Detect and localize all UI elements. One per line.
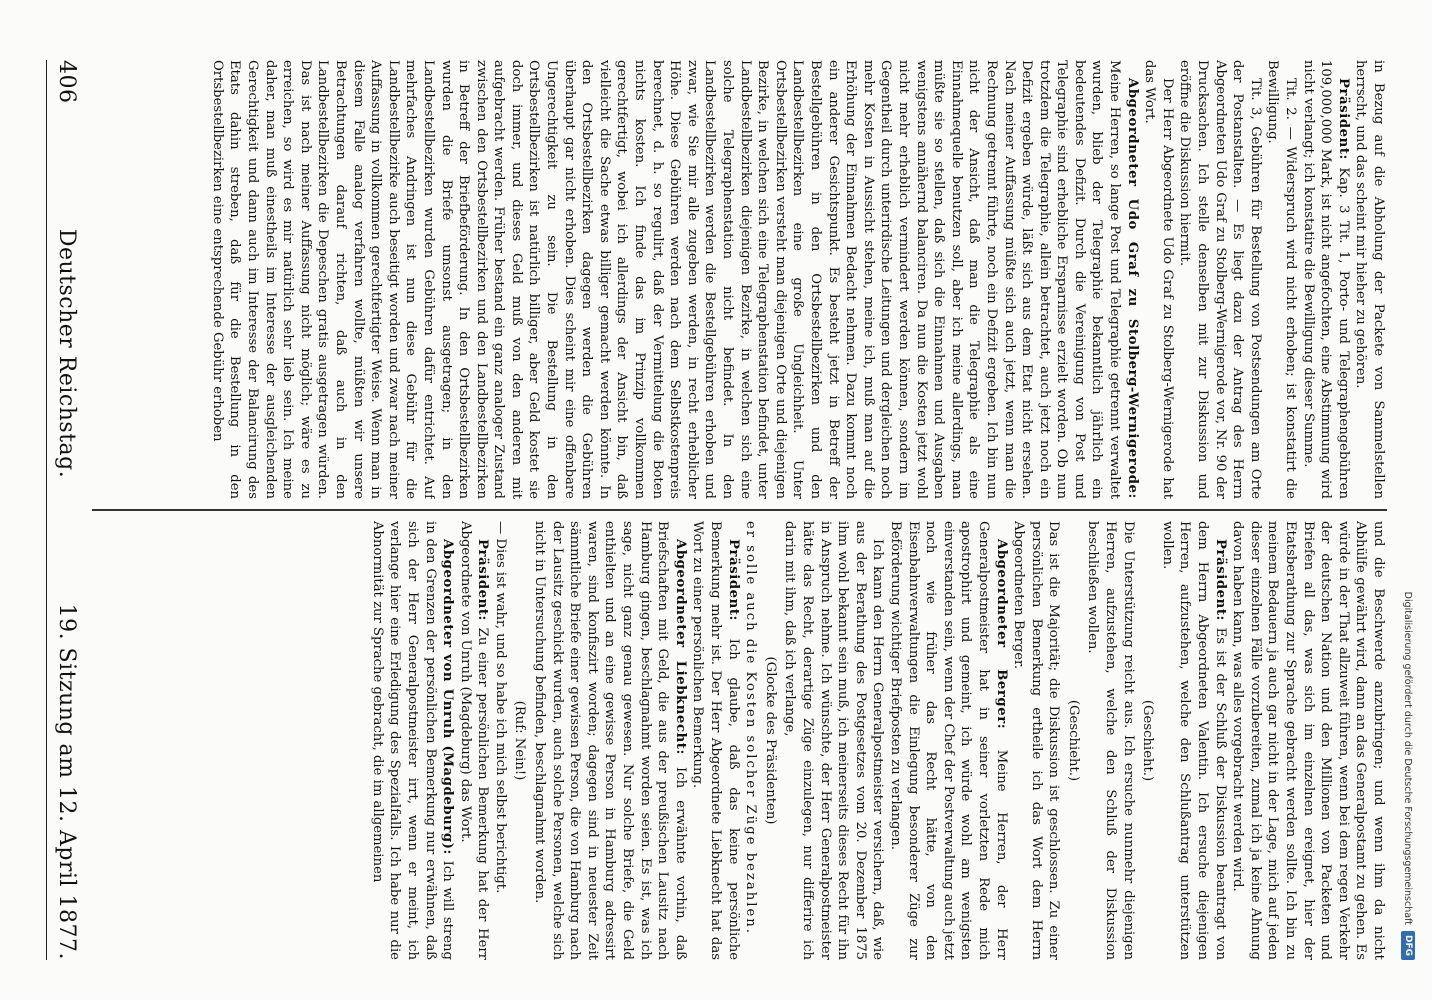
speech-text: Kap. 3 Tit. 1, Porto- und Telegraphengebühren 109,000,000 Mark, ist nicht angefochten, eine Abstimmung wird nicht verlangt; ich konstatire die Bewilligung dieser Summe.: [1300, 60, 1351, 499]
paragraph: in Bezug auf die Abholung der Packete von Sammelstellen herrscht, und das scheint mir hieher zu gehören.: [1353, 60, 1386, 499]
paragraph: Ich kann den Herrn Generalpostmeister versichern, daß, wie aus der Berathung des Postgesetzes vom 20. Dezember 1875 ihm wohl bekannt sein muß, ich meinerseits dieses Recht für ihn in Anspruch nehme. Ich wünschte, der Herr Generalpostmeister hätte das Recht, derartige Züge einzulegen, nur differire ich darin mit ihm, daß ich verlange,: [782, 521, 886, 960]
speaker-name: Abgeordneter Liebknecht:: [672, 539, 688, 755]
speech-text: Ich will streng in den Grenzen der persönlichen Bemerkung nur erwähnen, daß sich der Herr Generalpostmeister irrt, wenn er meint, ich verlange hier eine Erledigung des Spezialfalls. Ich habe nur die Abnormität zur Sprache gebracht, die im allgemeinen: [369, 521, 456, 960]
digitization-credit: [1396, 60, 1420, 960]
right-column: [92, 60, 1387, 499]
paragraph: er solle auch die Kosten solcher Züge bezahlen.: [743, 521, 759, 935]
left-column: [92, 521, 1387, 960]
speaker-name: Präsident:: [475, 539, 491, 622]
paragraph: [368, 521, 456, 960]
stage-direction: (Geschieht.): [1140, 699, 1156, 782]
paragraph: [1158, 521, 1228, 960]
page-header: [46, 60, 87, 960]
stage-direction: (Ruf: Nein!): [512, 700, 528, 781]
speech-text: Zu einer persönlichen Bemerkung hat der Herr Abgeordnete von Unruh (Magdeburg) das Wort.: [457, 521, 491, 960]
paragraph: Tit. 3, Gebühren für Bestellung von Postsendungen am Orte der Postanstalten. — Es liegt dazu der Antrag des Herrn Abgeordneten Udo Graf zu Stolberg-Wernigerode vor, Nr. 90 der Drucksachen. Ich stelle denselben mit zur Diskussion und eröffne die Diskussion hiermit.: [1177, 60, 1263, 499]
dfg-logo: DFG: [1401, 931, 1415, 960]
speech-text: Ich glaube, daß das keine persönliche Bemerkung mehr ist. Der Herr Abgeordnete Liebknecht hat das Wort zu einer persönlichen Bemerkung.: [690, 521, 741, 960]
session-title: 19. Sitzung am 12. April 1877.: [54, 603, 80, 960]
speech-text: Ich erwähnte vorhin, daß Briefschaften mit Geld, die aus der preußischen Lausitz nach Hamburg gingen, beschlagnahmt worden seien. Es ist, was ich sage, nicht ganz genau gewesen. Nur solche Briefe, die Geld enthielten und an eine gewisse Person in Hamburg adressirt waren, sind konfiszirt worden; dagegen sind in neuester Zeit sämmtliche Briefe einer gewissen Person, die von Hamburg nach der Lausitz geschickt wurden, auch solche Personen, welche sich nicht in Untersuchung befinden, beschlagnahmt worden.: [532, 521, 688, 960]
publication-title: Deutscher Reichstag.: [54, 228, 80, 479]
page-number: 406: [54, 60, 80, 104]
credit-text: Digitalisierung gefördert durch die Deutsche Forschungsgemeinschaft: [1402, 591, 1414, 925]
speaker-name: Abgeordneter von Unruh (Magdeburg):: [440, 539, 456, 856]
paragraph: — Dies ist wahr, und so habe ich mich selbst berichtigt.: [492, 521, 508, 894]
paragraph: Die Unterstützung reicht aus. Ich ersuche nunmehr diejenigen Herren, aufzustehen, welche den Schluß der Diskussion beschließen wollen.: [1085, 521, 1136, 960]
speech-text: Es ist der Schluß der Diskussion beantragt von dem Herrn Abgeordneten Valentin. Ich ersuche diejenigen Herren, aufzustehen, welche den Schlußantrag unterstützen wollen.: [1159, 521, 1228, 960]
paragraph: Tit. 2. — Widerspruch wird nicht erhoben; ist konstatirt die Bewilligung.: [1265, 60, 1299, 499]
paragraph: [689, 521, 742, 960]
speech-text: Meine Herren, so lange Post und Telegraphie getrennt verwaltet wurden, blieb der Telegraphie bekanntlich jährlich ein bedeutendes Defizit. Durch die Vereinigung von Post und Telegraphie sind erhebliche Ersparnisse erzielt worden. Ob nun trotzdem die Telegraphie, allein betrachtet, auch jetzt noch ein Defizit ergeben würde, läßt sich aus dem Etat nicht ersehen. Nach meiner Auffassung müßte sich auch jetzt, wenn man die Rechnung getrennt führte, noch ein Defizit ergeben. Ich bin nun nicht der Ansicht, daß man die Telegraphie als eine Einnahmequelle benutzen soll, aber ich meine allerdings, man müßte sie so stellen, daß sich die Einnahmen und Ausgaben wenigstens annähernd balanciren. Da nun die Kosten jetzt wohl nicht mehr erheblich vermindert werden können, sondern im Gegentheil durch unterirdische Leitungen und dergleichen noch mehr Kosten in Aussicht stehen, meine ich, muß man auf die Erhöhung der Einnahmen Bedacht nehmen. Dazu kommt noch ein anderer Gesichtspunkt. Es besteht jetzt in Betreff der Bestellgebühren in den Ortsbestellbezirken und den Landbestellbezirken eine große Ungleichheit. Unter Ortsbestellbezirken versteht man diejenigen Orte und diejenigen Bezirke, in welchen sich eine Telegraphenstation befindet, unter Landbestellbezirken diejenigen Bezirke, in welchen sich eine solche Telegraphenstation nicht befindet. In den Landbestellbezirken werden die Bestellgebühren erhoben und zwar, wie Sie mir alle zugeben werden, in recht erheblicher Höhe. Diese Gebühren werden nach dem Selbstkostenpreis berechnet, d. h. so regulirt, daß der Vermittelung die Boten nichts kosten. Ich finde das im Prinzip vollkommen gerechtfertigt, wobei ich allerdings der Ansicht bin, daß vielleicht die Sache etwas billiger gemacht werden könnte. In den Ortsbestellbezirken dagegen werden die Gebühren überhaupt gar nicht erhoben. Dies scheint mir eine offenbare Ungerechtigkeit zu sein. Die Bestellung in den Ortsbestellbezirken ist natürlich billiger, aber Geld kostet sie doch immer, und dieses Geld muß von den anderen mit aufgebracht werden. Früher bestand ein ganz analoger Zustand zwischen den Ortsbestellbezirken und den Landbestellbezirken in Betreff der Briefbeförderung. In den Ortsbestellbezirken wurden die Briefe umsonst ausgetragen; in den Landbestellbezirken wurden Gebühren dafür entrichtet. Auf mehrfaches Andringen ist nun diese Gebühr für die Landbestellbezirke auch beseitigt worden und zwar nach meiner Auffassung in vollkommen gerechtfertigter Weise. Wenn man in diesem Falle analog verfahren wollte, müßten wir unsere Betrachtungen darauf richten, daß auch in den Landbestellbezirken die Depeschen gratis ausgetragen würden. Das ist nach meiner Auffassung nicht möglich; wäre es zu erreichen, so wird es mir natürlich sehr lieb sein. Ich meine daher, man muß einestheils im Interesse der ausgleichenden Gerechtigkeit und dann auch im Interesse der Balancirung des Etats dahin streben, daß für die Bestellung in den Ortsbestellbezirken eine entsprechende Gebühr erhoben: [209, 60, 1123, 499]
speaker-name: Präsident:: [725, 539, 741, 622]
speaker-name: Abgeordneter Udo Graf zu Stolberg-Wernigerode:: [1124, 78, 1140, 499]
paragraph: [456, 521, 491, 960]
column-divider: [92, 509, 1387, 511]
speaker-name: Präsident:: [1335, 78, 1351, 161]
speech-text: Meine Herren, der Herr Generalpostmeister hat in seiner vorletzten Rede mich apostrophirt und gemeint, ich würde wohl am wenigsten einverstanden sein, wenn der Chef der Postverwaltung auch jetzt noch wie früher das Recht hätte, von den Eisenbahnverwaltungen die Einlegung besonderer Züge zur Beförderung wichtiger Briefposten zu verlangen.: [887, 521, 1009, 960]
stage-direction: (Geschieht.): [1065, 699, 1081, 782]
speaker-name: Präsident:: [1212, 539, 1228, 622]
stage-direction: (Glocke des Präsidenten): [762, 656, 778, 825]
paragraph: [886, 521, 1009, 960]
text-columns: [92, 60, 1387, 960]
paragraph: Das ist die Majorität; die Diskussion ist geschlossen. Zu einer persönlichen Bemerkung ertheile ich das Wort dem Herrn Abgeordneten Berger.: [1011, 521, 1062, 960]
paragraph: [531, 521, 689, 960]
paragraph: [208, 60, 1140, 499]
speaker-name: Abgeordneter Berger:: [993, 539, 1009, 730]
paragraph: und die Beschwerde anzubringen; und wenn ihm da nicht Abhülfe gewährt wird, dann an das Generalpostamt zu gehen. Es würde in der That allzuweit führen, wenn bei dem regen Verkehr der deutschen Nation und den Millionen von Packeten und Briefen all das, was sich im einzelnen ereignet, hier der Etatsberathung zur Sprache gebracht werden sollte. Ich bin zu meinem Bedauern ja auch gar nicht in der Lage, mich auf jeden dieser einzelnen Fälle vorzubereiten, zumal ich ja keine Ahnung davon haben kann, was alles vorgebracht werden wird.: [1230, 521, 1386, 960]
paragraph: [1299, 60, 1352, 499]
paragraph: Der Herr Abgeordnete Udo Graf zu Stolberg-Wernigerode hat das Wort.: [1142, 60, 1175, 499]
